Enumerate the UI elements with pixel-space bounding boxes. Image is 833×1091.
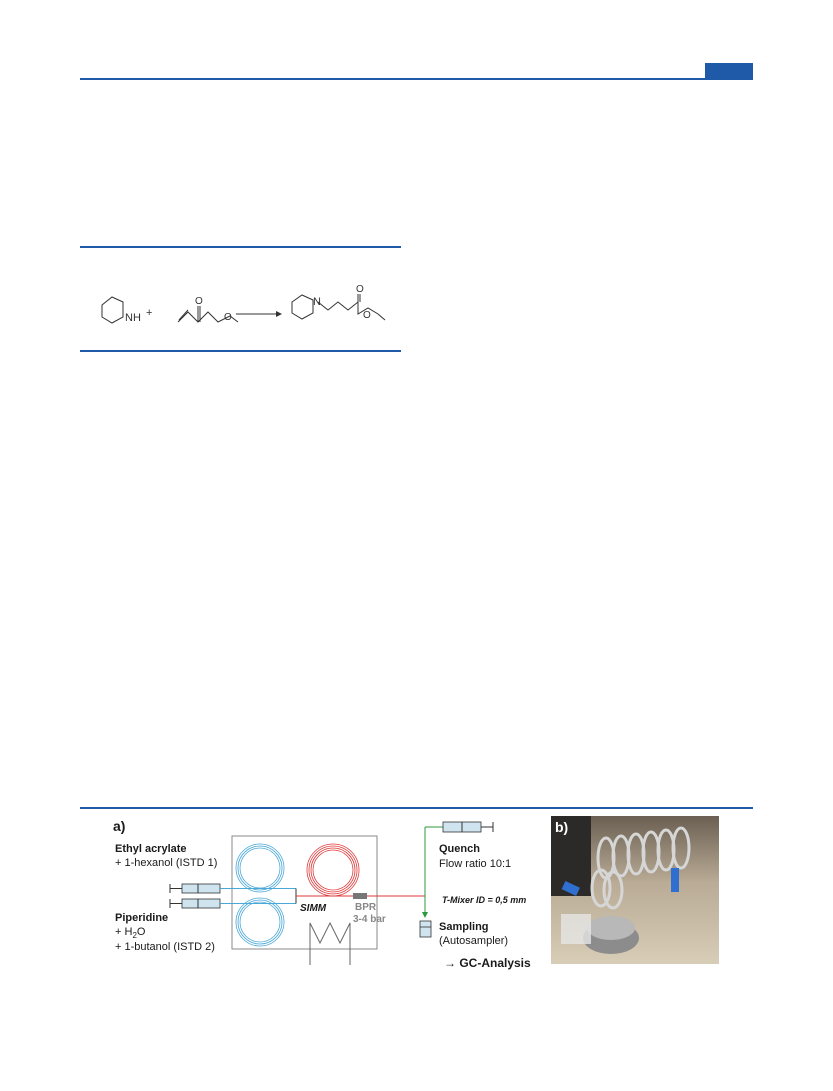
- t-mixer-label: T-Mixer ID = 0,5 mm: [442, 895, 527, 905]
- figure-top-rule: [80, 807, 753, 809]
- water-label: + $H_2O$: [115, 926, 146, 941]
- reaction-scheme: [80, 250, 401, 348]
- gc-analysis-label: → GC-Analysis: [444, 956, 531, 970]
- simm-label: SIMM: [300, 903, 327, 914]
- piperidine-label: Piperidine: [115, 912, 169, 924]
- syringe-piperidine: [170, 899, 220, 908]
- panel-a-label: a): [113, 818, 126, 834]
- bpr-block: [353, 893, 367, 899]
- reactor-housing: [232, 836, 377, 949]
- syringe-ethyl-acrylate: [170, 884, 220, 893]
- bpr-label: BPR: [355, 902, 377, 913]
- product-o-ester: O: [363, 310, 371, 321]
- plus-sign: +: [146, 307, 153, 319]
- sampling-vial: [420, 921, 431, 937]
- header-rule: [80, 78, 753, 80]
- acrylate-o-ester: O: [224, 312, 232, 323]
- product-ring: [292, 295, 313, 319]
- reactant-nh-label: NH: [125, 312, 141, 324]
- acrylate-o-carbonyl: O: [195, 296, 203, 307]
- page-badge: [705, 63, 753, 78]
- sampling-label: Sampling: [439, 921, 489, 933]
- butanol-label: + 1-butanol (ISTD 2): [115, 941, 215, 953]
- panel-b-label: b): [555, 819, 569, 835]
- heater-zigzag: [310, 923, 350, 965]
- ethyl-acrylate-label: Ethyl acrylate: [115, 843, 187, 855]
- syringe-quench: [443, 822, 493, 832]
- autosampler-label: (Autosampler): [439, 935, 509, 947]
- blue-coils: [236, 844, 284, 946]
- quench-label: Quench: [439, 843, 480, 855]
- hexanol-label: + 1-hexanol (ISTD 1): [115, 857, 218, 869]
- product-o-carbonyl: O: [356, 284, 364, 295]
- product-n-label: N: [313, 296, 321, 308]
- flow-ratio-label: Flow ratio 10:1: [439, 858, 512, 870]
- red-coil: [307, 844, 359, 896]
- reactor-photo: [551, 816, 719, 964]
- product-chain: [318, 302, 385, 320]
- scheme-top-rule: [80, 246, 401, 248]
- piperidine-ring: [102, 297, 123, 323]
- scheme-bottom-rule: [80, 350, 401, 352]
- bpr-pressure-label: 3-4 bar: [353, 914, 386, 925]
